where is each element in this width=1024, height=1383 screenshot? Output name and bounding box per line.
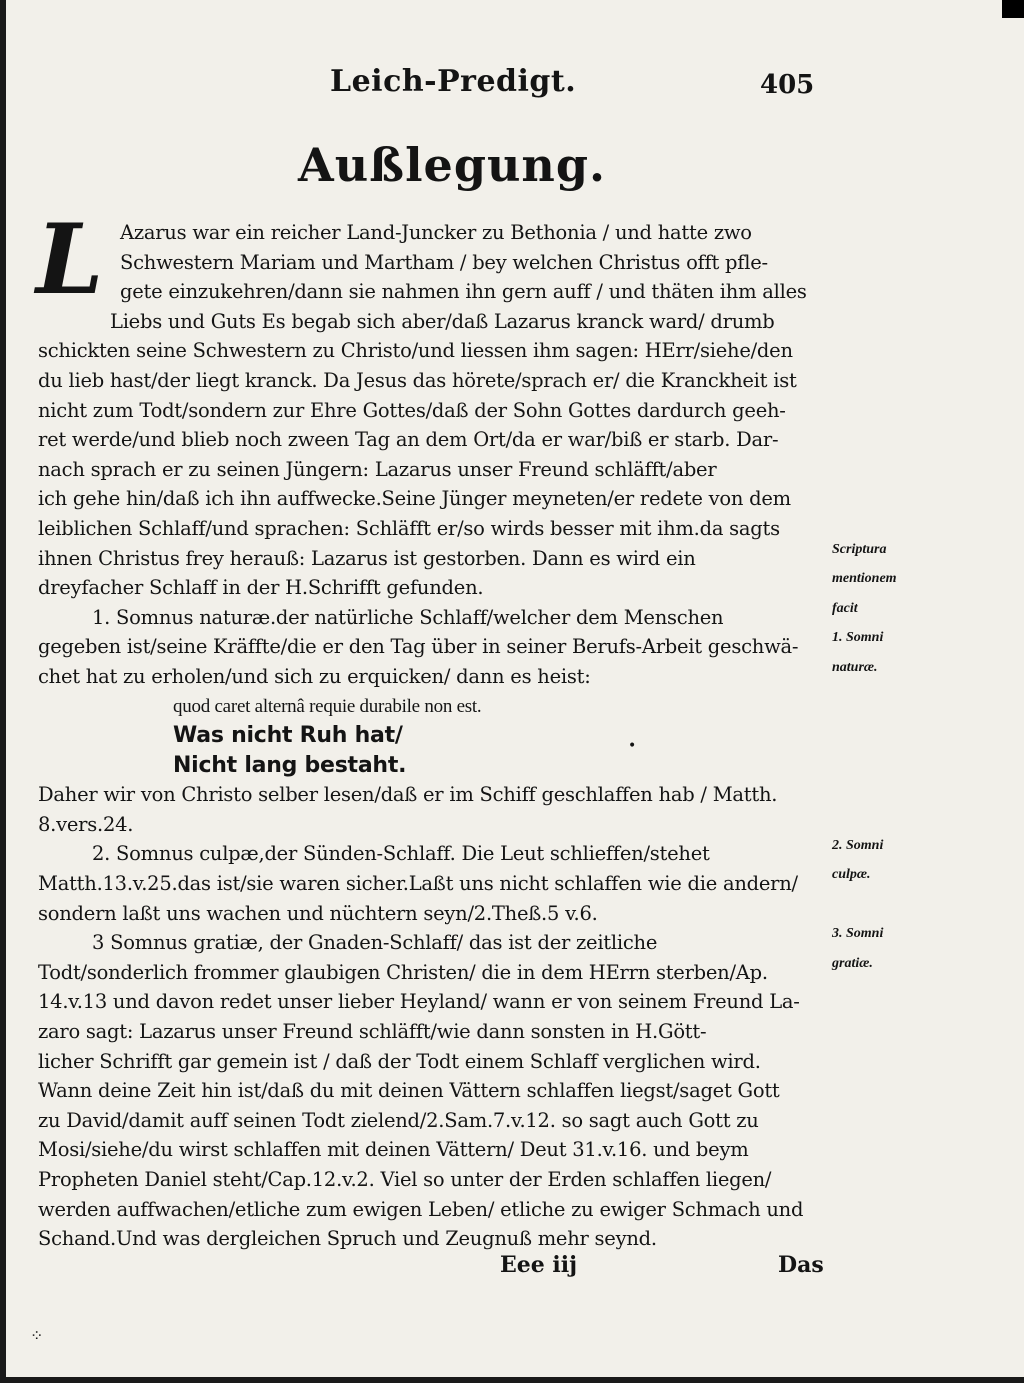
text-line: schickten seine Schwestern zu Christo/und liessen ihm sagen: HErr/siehe/den (38, 339, 793, 363)
text-line: Propheten Daniel steht/Cap.12.v.2. Viel so unter der Erden schlaffen liegen/ (38, 1168, 772, 1191)
text-line: licher Schrifft gar gemein ist / daß der Todt einem Schlaff verglichen wird. (38, 1049, 761, 1073)
text-line: gete einzukehren/dann sie nahmen ihn gern auff / und thäten ihm alles (120, 280, 807, 304)
text-line: zaro sagt: Lazarus unser Freund schläfft/wie dann sonsten in H.Gött- (38, 1020, 707, 1044)
text-line: chet hat zu erholen/und sich zu erquicken/ dann es heist: (38, 664, 591, 688)
text-line: ret werde/und blieb noch zween Tag an dem Ort/da er war/biß er starb. Dar- (38, 428, 779, 452)
corner-dot (1005, 4, 1012, 13)
margin-note: 3. Somni (832, 926, 884, 942)
text-line: ich gehe hin/daß ich ihn auffwecke.Seine Jünger meyneten/er redete von dem (38, 487, 791, 511)
running-title: Leich-Predigt. (330, 64, 577, 99)
text-line: werden auffwachen/etliche zum ewigen Leben/ etliche zu ewiger Schmach und (38, 1197, 804, 1221)
text-line: zu David/damit auff seinen Todt zielend/2.Sam.7.v.12. so sagt auch Gott zu (38, 1108, 759, 1132)
scan-corner (1002, 0, 1024, 18)
stray-ink-dot: • (628, 738, 637, 754)
margin-note: mentionem (832, 571, 897, 587)
text-line: Schwestern Mariam und Martham / bey welchen Christus offt pfle- (120, 250, 768, 274)
scan-edge-bottom (0, 1377, 1024, 1383)
text-line: 14.v.13 und davon redet unser lieber Heyland/ wann er von seinem Freund La- (38, 990, 800, 1014)
margin-note: naturæ. (832, 660, 878, 675)
margin-note: culpæ. (832, 867, 871, 883)
text-line: 3 Somnus gratiæ, der Gnaden-Schlaff/ das ist der zeitliche (92, 931, 658, 955)
drop-cap-initial: L (36, 203, 104, 316)
margin-note: 2. Somni (832, 837, 884, 853)
text-line: 2. Somnus culpæ,der Sünden-Schlaff. Die Leut schlieffen/stehet (92, 842, 710, 866)
text-line: quod caret alternâ requie durabile non est. (173, 695, 482, 717)
text-line: Todt/sonderlich frommer glaubigen Christen/ die in dem HErrn sterben/Ap. (38, 960, 768, 984)
text-line: Wann deine Zeit hin ist/daß du mit deinen Vättern schlaffen liegst/saget Gott (38, 1079, 780, 1103)
section-heading: Außlegung. (298, 138, 607, 192)
text-line: 1. Somnus naturæ.der natürliche Schlaff/welcher dem Menschen (92, 605, 724, 629)
catchword: Das (778, 1252, 824, 1278)
text-line: leiblichen Schlaff/und sprachen: Schläfft er/so wirds besser mit ihm.da sagts (38, 516, 780, 540)
text-line: Azarus war ein reicher Land-Juncker zu Bethonia / und hatte zwo (120, 221, 752, 244)
body-text (38, 218, 830, 1254)
text-line: ihnen Christus frey herauß: Lazarus ist gestorben. Dann es wird ein (38, 546, 696, 570)
text-line: Mosi/siehe/du wirst schlaffen mit deinen Vättern/ Deut 31.v.16. und beym (38, 1138, 749, 1162)
text-line: Was nicht Ruh hat/ (173, 723, 403, 749)
text-line: nach sprach er zu seinen Jüngern: Lazarus unser Freund schläfft/aber (38, 457, 717, 481)
text-line: 8.vers.24. (38, 812, 134, 836)
page-number: 405 (760, 70, 815, 100)
text-line: sondern laßt uns wachen und nüchtern seyn/2.Theß.5 v.6. (38, 901, 598, 925)
text-line: nicht zum Todt/sondern zur Ehre Gottes/daß der Sohn Gottes dardurch geeh- (38, 398, 786, 422)
scan-edge-left (0, 0, 6, 1383)
text-line: Matth.13.v.25.das ist/sie waren sicher.Laßt uns nicht schlaffen wie die andern/ (38, 872, 798, 896)
text-line: gegeben ist/seine Kräffte/die er den Tag über in seiner Berufs-Arbeit geschwä- (38, 635, 799, 659)
text-line: Liebs und Guts Es begab sich aber/daß Lazarus kranck ward/ drumb (110, 309, 775, 333)
margin-note: 1. Somni (832, 630, 884, 646)
text-line: dreyfacher Schlaff in der H.Schrifft gefunden. (38, 576, 484, 600)
text-line: Nicht lang bestaht. (173, 752, 407, 778)
text-line: Schand.Und was dergleichen Spruch und Zeugnuß mehr seynd. (38, 1227, 657, 1251)
signature-mark: Eee iij (500, 1252, 578, 1278)
footer (0, 1252, 1024, 1282)
text-line: Daher wir von Christo selber lesen/daß er im Schiff geschlaffen hab / Matth. (38, 783, 778, 807)
margin-note: facit (832, 600, 858, 616)
stray-ink-mark: ⁘ (30, 1326, 44, 1345)
margin-note: gratiæ. (832, 956, 873, 971)
text-line: du lieb hast/der liegt kranck. Da Jesus das hörete/sprach er/ die Kranckheit ist (38, 368, 797, 392)
running-head (0, 64, 1024, 104)
margin-note: Scriptura (832, 541, 887, 557)
